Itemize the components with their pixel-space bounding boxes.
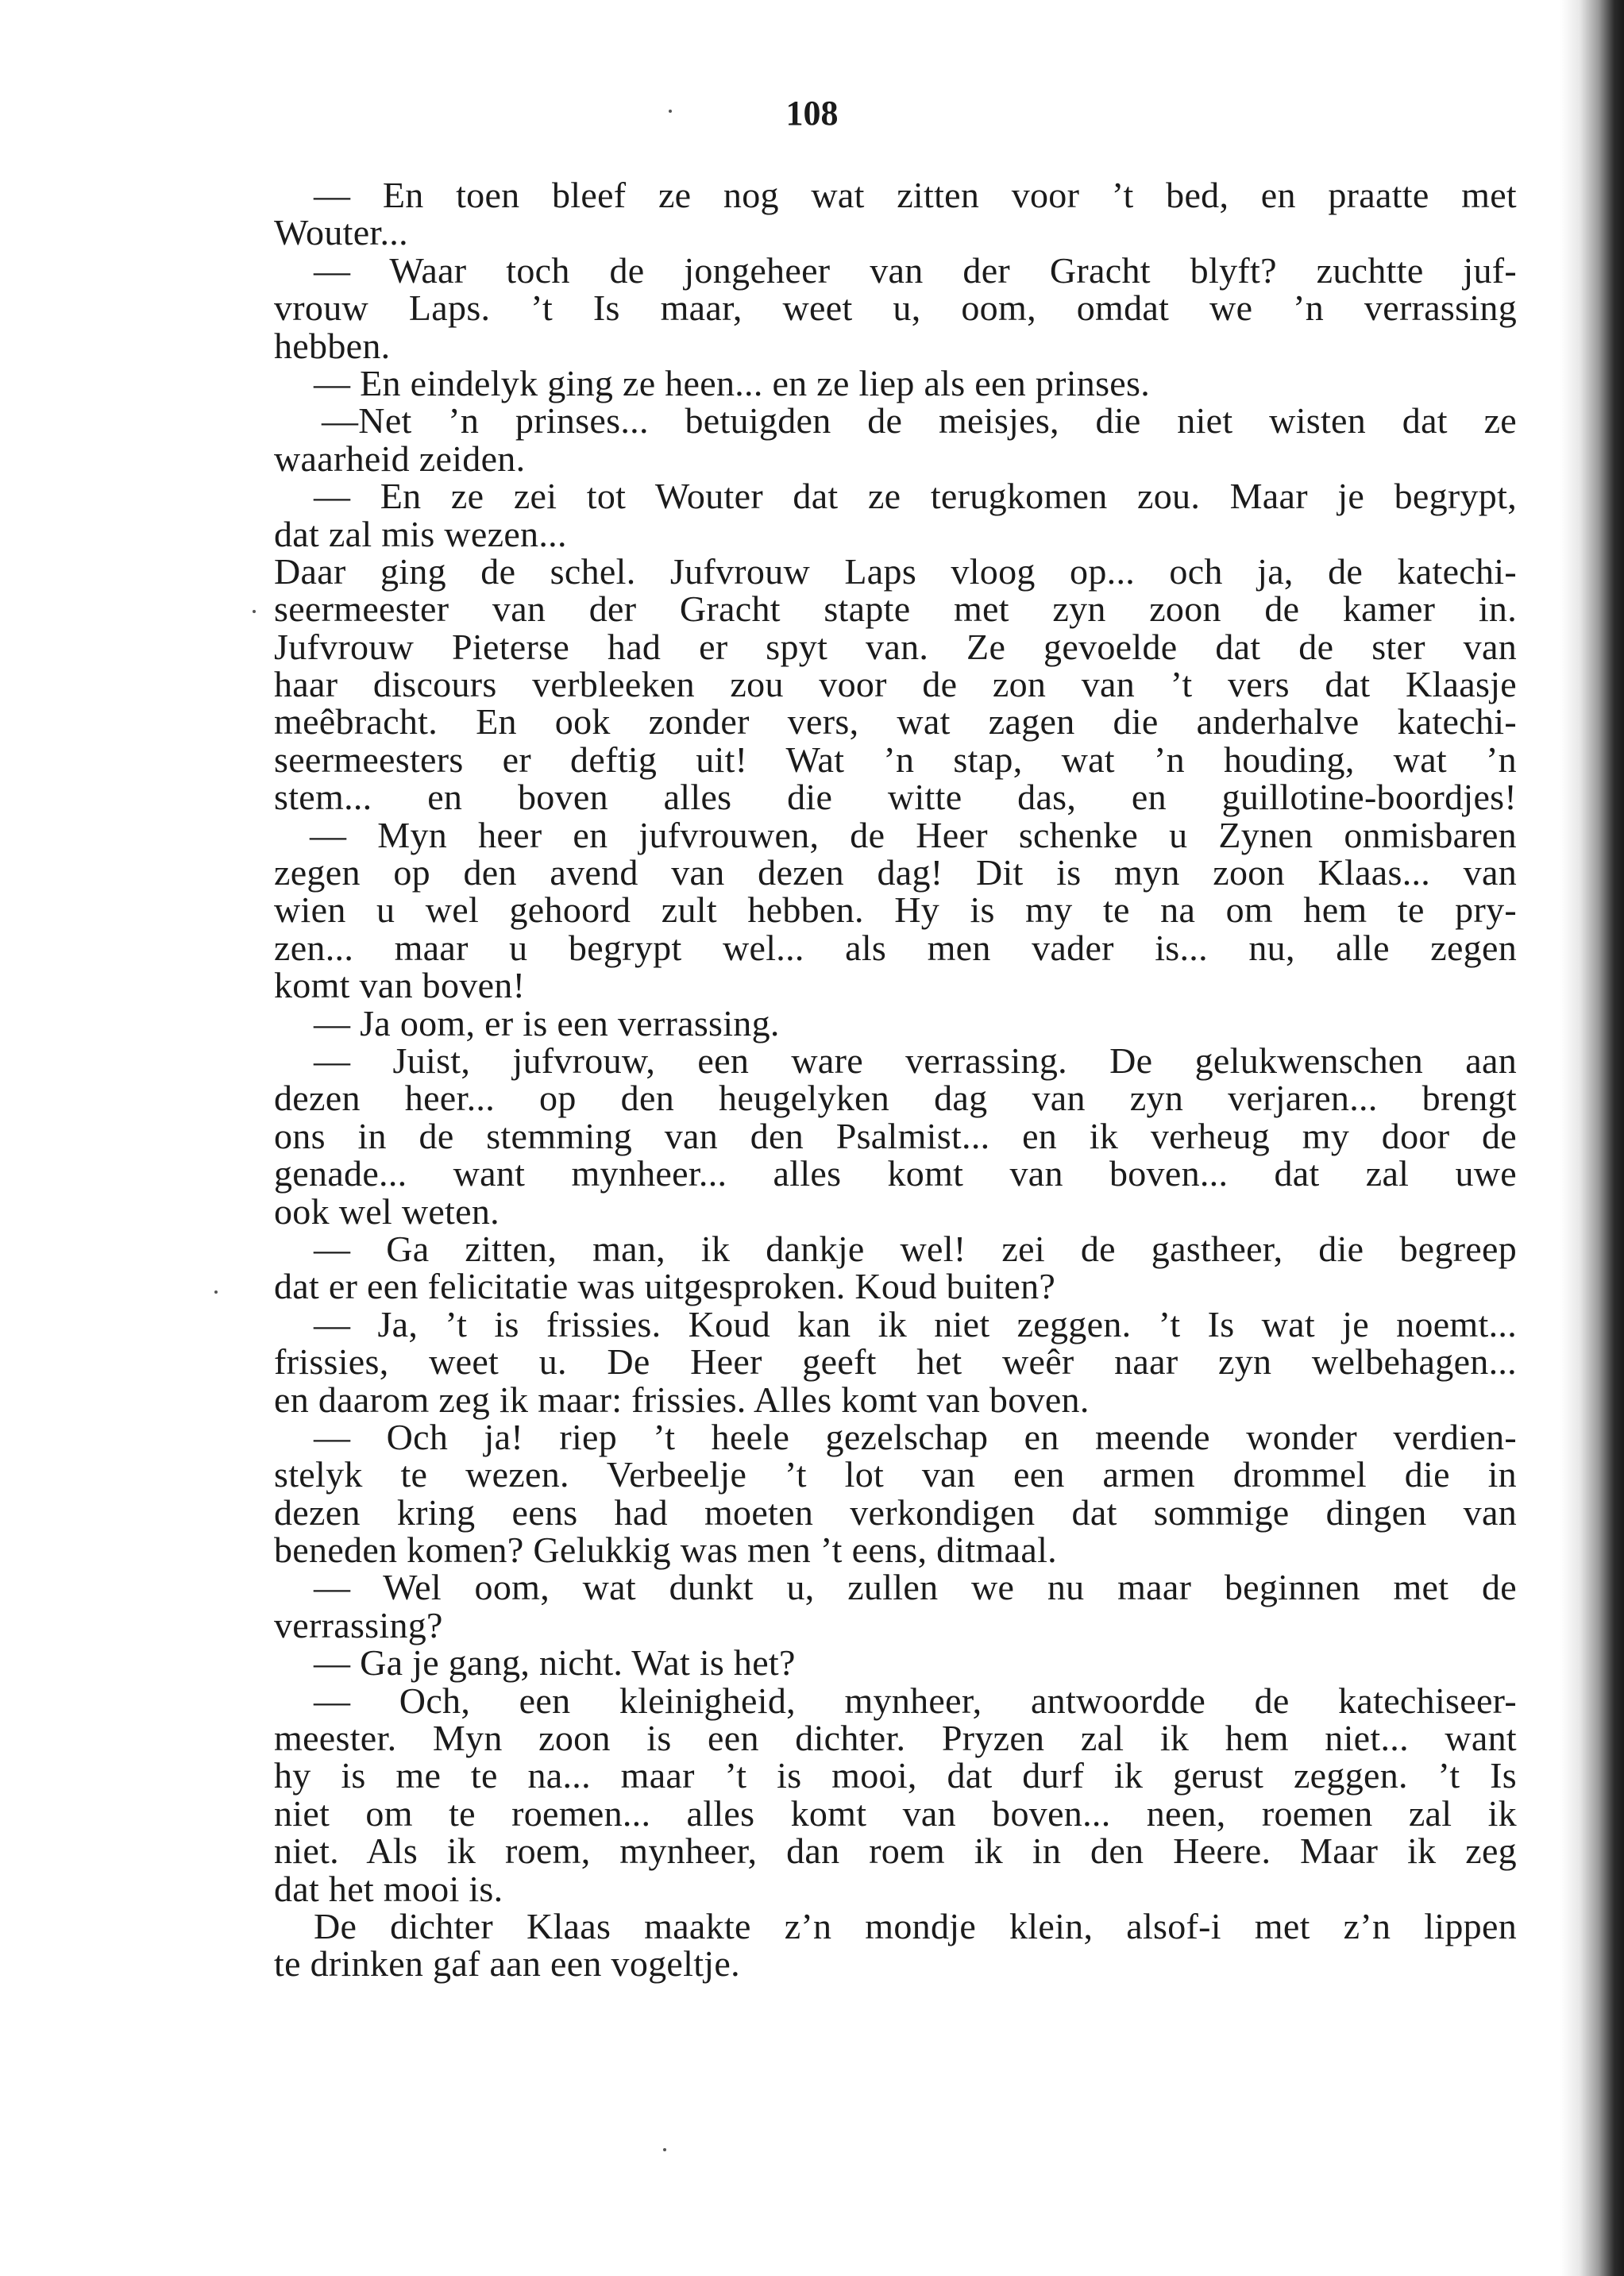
text-line: — En toen bleef ze nog wat zitten voor ’t bed, en praatte met (314, 175, 1517, 215)
text-line: niet om te roemen... alles komt van boven... neen, roemen zal ik (274, 1792, 1517, 1834)
text-line: komt van boven! (274, 965, 526, 1006)
text-line: — Och ja! riep ’t heele gezelschap en meende wonder verdien- (314, 1416, 1517, 1457)
text-line: — En eindelyk ging ze heen... en ze liep als een prinses. (314, 362, 1151, 403)
text-line: hebben. (274, 325, 391, 366)
text-line: verrassing? (274, 1604, 443, 1645)
text-line: — Waar toch de jongeheer van der Gracht blyft? zuchtte juf- (314, 249, 1517, 291)
text-line: Jufvrouw Pieterse had er spyt van. Ze gevoelde dat de ster van (274, 626, 1517, 667)
text-line: beneden komen? Gelukkig was men ’t eens, ditmaal. (274, 1530, 1057, 1571)
text-line: — Juist, jufvrouw, een ware verrassing. De gelukwenschen aan (314, 1040, 1517, 1081)
text-line: seermeesters er deftig uit! Wat ’n stap, wat ’n houding, wat ’n (274, 739, 1517, 780)
text-line: — En ze zei tot Wouter dat ze terugkomen zou. Maar je begrypt, (314, 476, 1517, 517)
text-line: waarheid zeiden. (274, 438, 526, 479)
text-line: — Ga zitten, man, ik dankje wel! zei de gastheer, die begreep (314, 1228, 1517, 1269)
text-line: frissies, weet u. De Heer geeft het weêr naar zyn welbehagen... (274, 1341, 1517, 1383)
page-number: 108 (785, 94, 839, 133)
text-line: hy is me te na... maar ’t is mooi, dat durf ik gerust zeggen. ’t Is (274, 1755, 1517, 1796)
text-line: stelyk te wezen. Verbeelje ’t lot van een armen drommel die in (274, 1454, 1517, 1495)
text-line: zegen op den avend van dezen dag! Dit is myn zoon Klaas... van (274, 852, 1517, 893)
text-line: —Net ’n prinses... betuigden de meisjes, die niet wisten dat ze (322, 400, 1517, 442)
scan-speck (253, 610, 256, 613)
text-line: — Och, een kleinigheid, mynheer, antwoordde de katechiseer- (314, 1680, 1517, 1721)
body-text (274, 176, 1517, 1983)
text-line: Daar ging de schel. Jufvrouw Laps vloog op... och ja, de katechi- (274, 550, 1517, 592)
text-line: te drinken gaf aan een vogeltje. (274, 1943, 740, 1985)
text-line: ons in de stemming van den Psalmist... en ik verheug my door de (274, 1115, 1517, 1156)
scanned-page-edge (1560, 0, 1624, 2276)
text-line: dezen kring eens had moeten verkondigen dat sommige dingen van (274, 1491, 1517, 1533)
text-line: haar discours verbleeken zou voor de zon van ’t vers dat Klaasje (274, 664, 1517, 705)
text-line: stem... en boven alles die witte das, en guillotine-boordjes! (274, 777, 1517, 818)
text-line: meêbracht. En ook zonder vers, wat zagen die anderhalve katechi- (274, 701, 1517, 743)
text-line: en daarom zeg ik maar: frissies. Alles komt van boven. (274, 1379, 1090, 1420)
text-line: genade... want mynheer... alles komt van boven... dat zal uwe (274, 1153, 1517, 1194)
scan-speck (214, 1290, 218, 1294)
text-line: — Ja oom, er is een verrassing. (314, 1002, 780, 1043)
text-line: — Myn heer en jufvrouwen, de Heer schenke u Zynen onmisbaren (310, 814, 1517, 855)
text-line: — Ga je gang, nicht. Wat is het? (314, 1642, 796, 1684)
text-line: Wouter... (274, 212, 408, 253)
text-line: De dichter Klaas maakte z’n mondje klein, alsof-i met z’n lippen (314, 1905, 1517, 1946)
text-line: dat er een felicitatie was uitgesproken. Koud buiten? (274, 1266, 1056, 1307)
text-line: vrouw Laps. ’t Is maar, weet u, oom, omdat we ’n verrassing (274, 287, 1517, 329)
text-line: ook wel weten. (274, 1190, 500, 1232)
text-line: niet. Als ik roem, mynheer, dan roem ik in den Heere. Maar ik zeg (274, 1830, 1517, 1872)
text-line: dat het mooi is. (274, 1868, 503, 1909)
text-line: — Wel oom, wat dunkt u, zullen we nu maar beginnen met de (314, 1567, 1517, 1608)
text-line: meester. Myn zoon is een dichter. Pryzen zal ik hem niet... want (274, 1718, 1517, 1759)
text-line: — Ja, ’t is frissies. Koud kan ik niet zeggen. ’t Is wat je noemt... (314, 1303, 1517, 1344)
text-line: wien u wel gehoord zult hebben. Hy is my te na om hem te pry- (274, 889, 1517, 931)
text-line: dezen heer... op den heugelyken dag van zyn verjaren... brengt (274, 1078, 1517, 1119)
text-line: dat zal mis wezen... (274, 513, 567, 554)
scan-speck (663, 2148, 666, 2151)
text-line: seermeester van der Gracht stapte met zyn zoon de kamer in. (274, 588, 1517, 630)
text-line: zen... maar u begrypt wel... als men vader is... nu, alle zegen (274, 927, 1517, 968)
scan-speck (669, 110, 672, 113)
